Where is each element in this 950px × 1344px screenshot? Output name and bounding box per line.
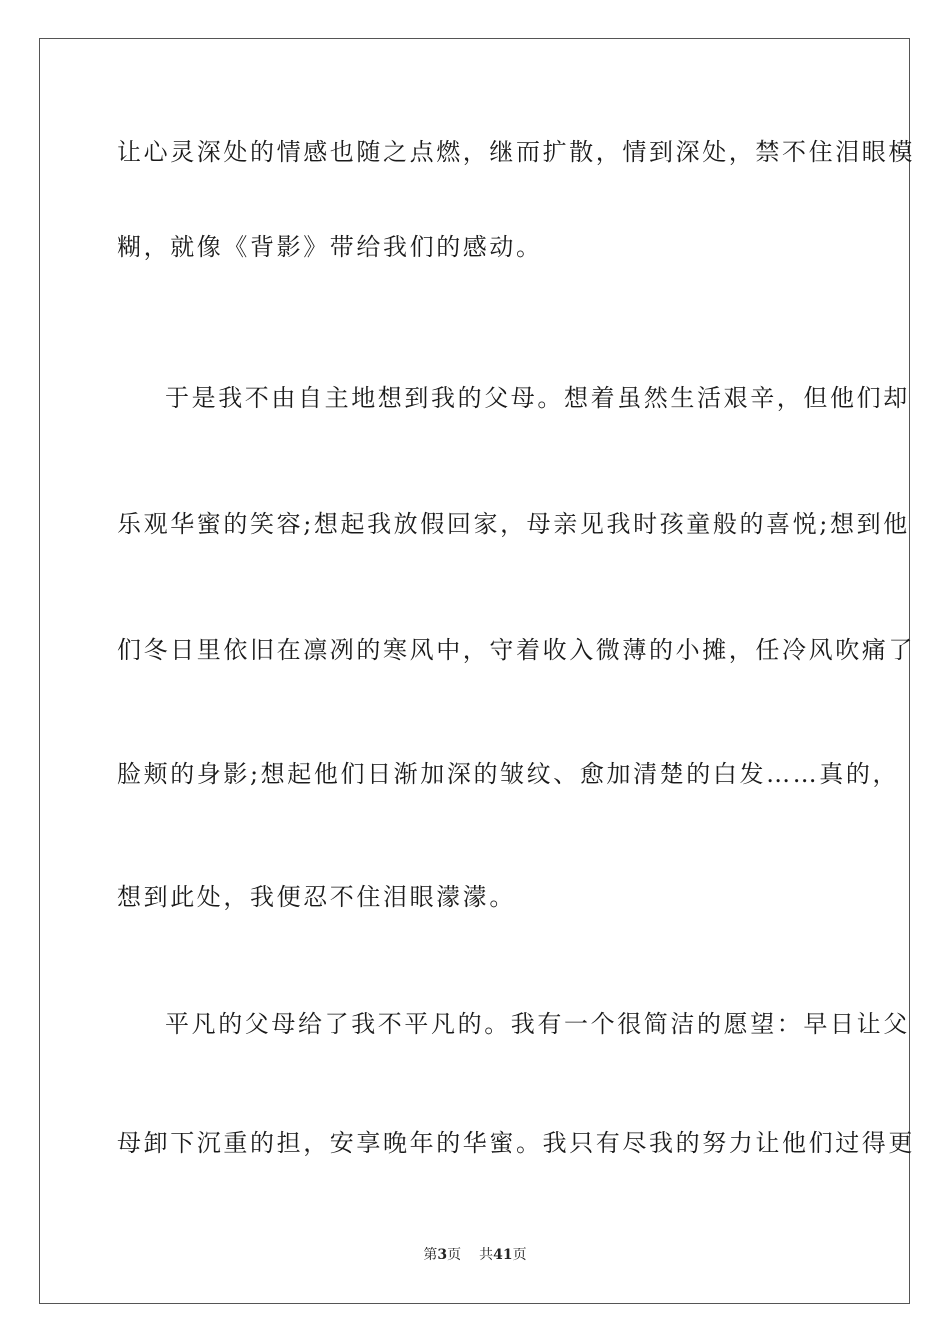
total-prefix: 共 [479, 1247, 494, 1263]
page-border [39, 38, 915, 1304]
page-prefix: 第 [423, 1247, 438, 1263]
page-footer [0, 1245, 950, 1265]
page-number: 3 [437, 1247, 448, 1263]
text-line-3: 于是我不由自主地想到我的父母。想着虽然生活艰辛，但他们却 [165, 384, 910, 412]
total-pages: 41 [493, 1247, 513, 1263]
text-line-6: 脸颊的身影;想起他们日渐加深的皱纹、愈加清楚的白发……真的， [117, 760, 900, 788]
page-suffix: 页 [447, 1247, 462, 1263]
text-line-5: 们冬日里依旧在凛冽的寒风中，守着收入微薄的小摊，任冷风吹痛了 [117, 636, 915, 664]
text-line-7: 想到此处，我便忍不住泪眼濛濛。 [117, 883, 516, 911]
total-suffix: 页 [512, 1247, 527, 1263]
text-line-2: 糊，就像《背影》带给我们的感动。 [117, 233, 543, 261]
text-line-9: 母卸下沉重的担，安享晚年的华蜜。我只有尽我的努力让他们过得更 [117, 1129, 915, 1157]
text-line-1: 让心灵深处的情感也随之点燃，继而扩散，情到深处，禁不住泪眼模 [117, 138, 915, 166]
text-line-8: 平凡的父母给了我不平凡的。我有一个很简洁的愿望：早日让父 [165, 1010, 910, 1038]
text-line-4: 乐观华蜜的笑容;想起我放假回家，母亲见我时孩童般的喜悦;想到他 [117, 510, 910, 538]
